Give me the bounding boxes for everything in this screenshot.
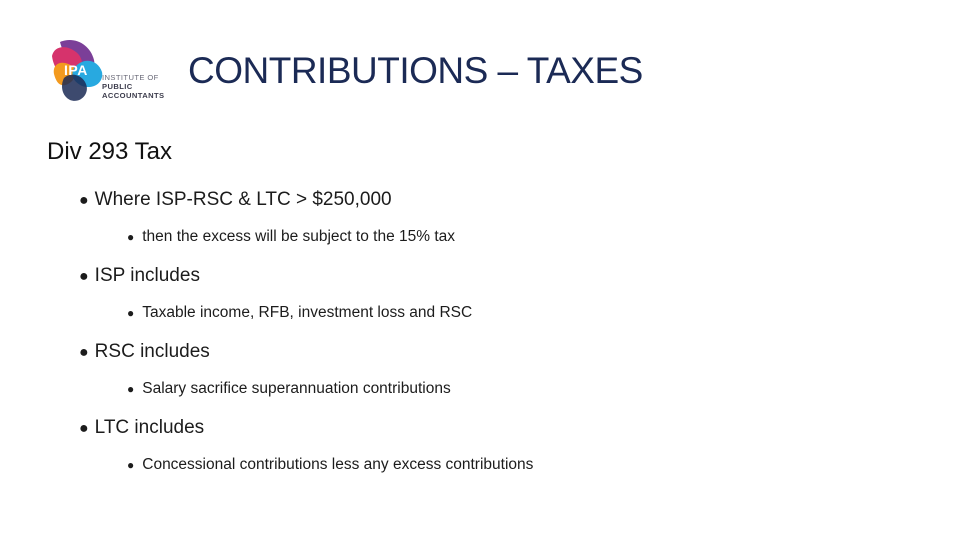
sub-bullet-item	[127, 380, 451, 398]
ipa-logo	[50, 38, 180, 108]
sub-bullet-text: Taxable income, RFB, investment loss and RSC	[142, 304, 473, 321]
logo-line-3: ACCOUNTANTS	[102, 91, 165, 100]
bullet-dot-icon: ●	[79, 192, 89, 209]
bullet-item	[79, 265, 200, 287]
sub-bullet-text: then the excess will be subject to the 15% tax	[142, 228, 456, 245]
bullet-dot-icon: ●	[127, 306, 135, 320]
sub-bullet-item	[127, 304, 472, 322]
bullet-item	[79, 417, 204, 439]
bullet-dot-icon: ●	[79, 420, 89, 437]
bullet-dot-icon: ●	[127, 382, 135, 396]
bullet-dot-icon: ●	[127, 230, 135, 244]
logo-line-2: PUBLIC	[102, 82, 133, 91]
sub-bullet-item	[127, 228, 455, 246]
bullet-text: ISP includes	[94, 265, 200, 286]
slide-title: CONTRIBUTIONS – TAXES	[188, 50, 643, 91]
bullet-text: Where ISP-RSC & LTC > $250,000	[94, 189, 392, 210]
section-heading: Div 293 Tax	[47, 138, 172, 165]
sub-bullet-text: Salary sacrifice superannuation contributions	[142, 380, 451, 397]
bullet-text: LTC includes	[94, 417, 205, 438]
bullet-dot-icon: ●	[127, 458, 135, 472]
sub-bullet-text: Concessional contributions less any excess contributions	[142, 456, 534, 473]
logo-wordmark	[102, 73, 164, 100]
logo-mark-text: IPA	[64, 62, 88, 78]
logo-line-1: INSTITUTE OF	[102, 73, 159, 82]
bullet-dot-icon: ●	[79, 268, 89, 285]
bullet-text: RSC includes	[94, 341, 210, 362]
bullet-dot-icon: ●	[79, 344, 89, 361]
bullet-item	[79, 189, 392, 211]
sub-bullet-item	[127, 456, 533, 474]
bullet-item	[79, 341, 210, 363]
